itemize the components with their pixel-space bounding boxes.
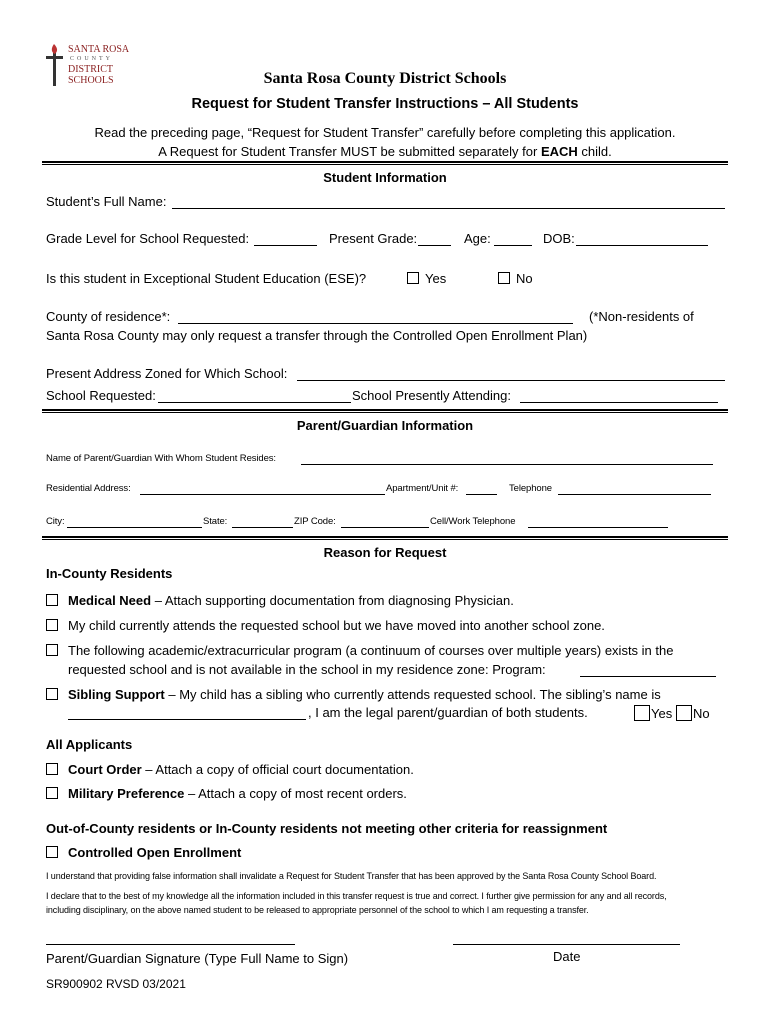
sibling-option[interactable]: Sibling Support – My child has a sibling who currently attends requested school. The sibling’s name is	[46, 687, 661, 702]
telephone-label: Telephone	[509, 483, 552, 494]
org-title: Santa Rosa County District Schools	[263, 70, 507, 87]
section-divider	[42, 536, 728, 540]
in-county-heading: In-County Residents	[46, 566, 173, 581]
legal-statement-2a: I declare that to the best of my knowledge all the information included in this transfer request is true and correct. I further give permission for any and all records,	[46, 891, 667, 901]
moved-option[interactable]: My child currently attends the requested school but we have moved into another school zone.	[46, 618, 605, 633]
intro-line-2: A Request for Student Transfer MUST be submitted separately for EACH child.	[158, 144, 612, 159]
address-field[interactable]	[140, 481, 385, 495]
legal-statement-1: I understand that providing false information shall invalidate a Request for Student Transfer that has been approved by the Santa Rosa County School Board.	[46, 871, 657, 881]
intro-line-1: Read the preceding page, “Request for Student Transfer” carefully before completing this application.	[94, 125, 676, 140]
logo-line-3: DISTRICT	[68, 64, 113, 75]
checkbox-icon	[46, 594, 58, 606]
court-order-option[interactable]: Court Order – Attach a copy of official court documentation.	[46, 762, 414, 777]
ese-question: Is this student in Exceptional Student Education (ESE)?	[46, 271, 367, 286]
checkbox-icon	[46, 688, 58, 700]
student-full-name-label: Student’s Full Name:	[46, 194, 167, 209]
ese-yes-checkbox[interactable]: Yes	[407, 271, 446, 286]
county-label: County of residence*:	[46, 309, 171, 324]
city-field[interactable]	[67, 514, 202, 528]
grade-requested-label: Grade Level for School Requested:	[46, 231, 250, 246]
parent-info-heading: Parent/Guardian Information	[296, 418, 474, 433]
state-label: State:	[203, 516, 228, 527]
checkbox-icon	[498, 272, 510, 284]
military-option[interactable]: Military Preference – Attach a copy of most recent orders.	[46, 786, 407, 801]
signature-label: Parent/Guardian Signature (Type Full Name to Sign)	[46, 951, 349, 966]
student-full-name-field[interactable]	[172, 194, 725, 209]
apt-field[interactable]	[466, 481, 497, 495]
program-line-2: requested school and is not available in the school in my residence zone: Program:	[68, 662, 546, 677]
legal-statement-2b: including disciplinary, on the above named student to be released to appropriate personnel of the school to which I am requesting a transfer.	[46, 905, 589, 915]
grade-requested-field[interactable]	[254, 231, 317, 246]
date-field[interactable]	[453, 944, 680, 945]
age-label: Age:	[464, 231, 491, 246]
logo-line-2: COUNTY	[70, 56, 113, 62]
apt-label: Apartment/Unit #:	[386, 483, 459, 494]
logo-line-1: SANTA ROSA	[68, 44, 130, 55]
section-divider	[42, 161, 728, 165]
address-label: Residential Address:	[46, 483, 131, 494]
parent-name-field[interactable]	[301, 451, 713, 465]
student-info-heading: Student Information	[323, 170, 447, 185]
sibling-no-checkbox[interactable]: No	[676, 705, 710, 721]
checkbox-icon	[46, 787, 58, 799]
checkbox-icon	[676, 705, 692, 721]
county-note-2: Santa Rosa County may only request a transfer through the Controlled Open Enrollment Plan)	[46, 328, 588, 343]
county-field[interactable]	[178, 309, 573, 324]
section-divider	[42, 409, 728, 413]
county-note: (*Non-residents of	[589, 309, 694, 324]
zoned-school-field[interactable]	[297, 366, 725, 381]
form-title: Request for Student Transfer Instructions – All Students	[191, 96, 579, 112]
state-field[interactable]	[232, 514, 293, 528]
logo-line-4: SCHOOLS	[68, 75, 114, 86]
present-grade-field[interactable]	[418, 231, 451, 246]
medical-need-option[interactable]: Medical Need – Attach supporting documentation from diagnosing Physician.	[46, 593, 514, 608]
sibling-yes-checkbox[interactable]: Yes	[634, 705, 672, 721]
city-label: City:	[46, 516, 65, 527]
dob-label: DOB:	[543, 231, 575, 246]
age-field[interactable]	[494, 231, 532, 246]
all-applicants-heading: All Applicants	[46, 737, 133, 752]
checkbox-icon	[634, 705, 650, 721]
checkbox-icon	[46, 846, 58, 858]
coe-option[interactable]: Controlled Open Enrollment	[46, 845, 241, 860]
parent-name-label: Name of Parent/Guardian With Whom Student Resides:	[46, 453, 276, 464]
zip-field[interactable]	[341, 514, 429, 528]
school-requested-label: School Requested:	[46, 388, 156, 403]
school-attending-label: School Presently Attending:	[352, 388, 511, 403]
form-code: SR900902 RVSD 03/2021	[46, 977, 186, 991]
cell-label: Cell/Work Telephone	[430, 516, 516, 527]
program-field[interactable]	[580, 662, 716, 677]
checkbox-icon	[46, 763, 58, 775]
sibling-line-2: , I am the legal parent/guardian of both students.	[308, 705, 588, 720]
school-requested-field[interactable]	[158, 388, 351, 403]
zoned-school-label: Present Address Zoned for Which School:	[46, 366, 288, 381]
telephone-field[interactable]	[558, 481, 711, 495]
date-label: Date	[553, 949, 581, 964]
reason-heading: Reason for Request	[323, 545, 447, 560]
ese-no-checkbox[interactable]: No	[498, 271, 533, 286]
signature-field[interactable]	[46, 944, 295, 945]
checkbox-icon	[46, 644, 58, 656]
zip-label: ZIP Code:	[294, 516, 336, 527]
checkbox-icon	[407, 272, 419, 284]
school-attending-field[interactable]	[520, 388, 718, 403]
out-county-heading: Out-of-County residents or In-County residents not meeting other criteria for reassignment	[46, 821, 608, 836]
present-grade-label: Present Grade:	[329, 231, 418, 246]
checkbox-icon	[46, 619, 58, 631]
dob-field[interactable]	[576, 231, 708, 246]
sibling-name-field[interactable]	[68, 705, 306, 720]
cell-field[interactable]	[528, 514, 668, 528]
program-option[interactable]: The following academic/extracurricular program (a continuum of courses over multiple years) exists in the	[46, 643, 673, 658]
